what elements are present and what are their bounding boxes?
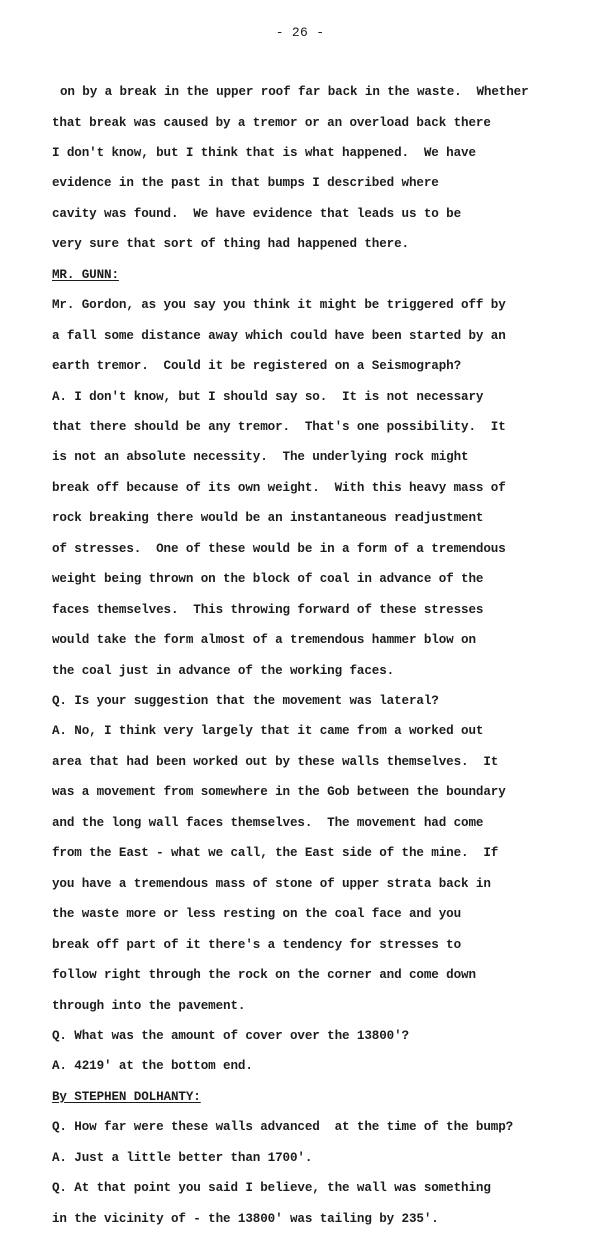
transcript-line: A. Just a little better than 1700'. <box>52 1150 313 1165</box>
transcript-line: of stresses. One of these would be in a form of a tremendous <box>52 541 506 556</box>
speaker-name: MR. GUNN: <box>52 267 119 282</box>
transcript-line: A. 4219' at the bottom end. <box>52 1059 253 1074</box>
transcript-line: that there should be any tremor. That's one possibility. It <box>52 419 506 434</box>
transcript-line: Q. Is your suggestion that the movement was lateral? <box>52 694 439 708</box>
transcript-line: evidence in the past in that bumps I described where <box>52 176 439 191</box>
transcript-line: through into the pavement. <box>52 998 246 1013</box>
transcript-line: A. No, I think very largely that it came from a worked out <box>52 724 484 739</box>
speaker-name: By STEPHEN DOLHANTY: <box>52 1089 201 1104</box>
transcript-line: that break was caused by a tremor or an overload back there <box>52 115 491 130</box>
speaker-heading <box>52 267 119 283</box>
transcript-line: break off because of its own weight. With this heavy mass of <box>52 480 506 495</box>
transcript-line: the coal just in advance of the working faces. <box>52 663 395 678</box>
transcript-line: earth tremor. Could it be registered on a Seismograph? <box>52 359 462 374</box>
transcript-line: would take the form almost of a tremendous hammer blow on <box>52 633 476 648</box>
transcript-line: Q. How far were these walls advanced at the time of the bump? <box>52 1120 514 1135</box>
transcript-line: Q. At that point you said I believe, the wall was something <box>52 1181 491 1196</box>
transcript-line: very sure that sort of thing had happened there. <box>52 237 409 252</box>
transcript-line: faces themselves. This throwing forward of these stresses <box>52 602 484 617</box>
transcript-line: cavity was found. We have evidence that leads us to be <box>52 206 462 221</box>
transcript-line: I don't know, but I think that is what happened. We have <box>52 145 476 160</box>
page-number: - 26 - <box>275 25 325 40</box>
transcript-line: is not an absolute necessity. The underlying rock might <box>52 450 469 465</box>
transcript-line: and the long wall faces themselves. The movement had come <box>52 815 484 830</box>
transcript-line: break off part of it there's a tendency for stresses to <box>52 937 462 952</box>
transcript-line: weight being thrown on the block of coal in advance of the <box>52 572 484 587</box>
transcript-line: rock breaking there would be an instantaneous readjustment <box>52 511 484 526</box>
transcript-line: on by a break in the upper roof far back in the waste. Whether <box>60 85 529 99</box>
transcript-line: in the vicinity of - the 13800' was tailing by 235'. <box>52 1211 439 1226</box>
transcript-line: Q. What was the amount of cover over the 13800'? <box>52 1028 409 1043</box>
transcript-line: Mr. Gordon, as you say you think it might be triggered off by <box>52 298 506 313</box>
transcript-line: area that had been worked out by these walls themselves. It <box>52 754 499 769</box>
speaker-heading <box>52 1089 201 1105</box>
transcript-line: the waste more or less resting on the coal face and you <box>52 907 462 922</box>
transcript-line: from the East - what we call, the East side of the mine. If <box>52 846 499 861</box>
transcript-line: you have a tremendous mass of stone of upper strata back in <box>52 876 491 891</box>
transcript-line: was a movement from somewhere in the Gob between the boundary <box>52 785 506 800</box>
transcript-line: a fall some distance away which could have been started by an <box>52 328 506 343</box>
transcript-line: follow right through the rock on the corner and come down <box>52 968 476 982</box>
transcript-line: A. I don't know, but I should say so. It is not necessary <box>52 389 484 404</box>
